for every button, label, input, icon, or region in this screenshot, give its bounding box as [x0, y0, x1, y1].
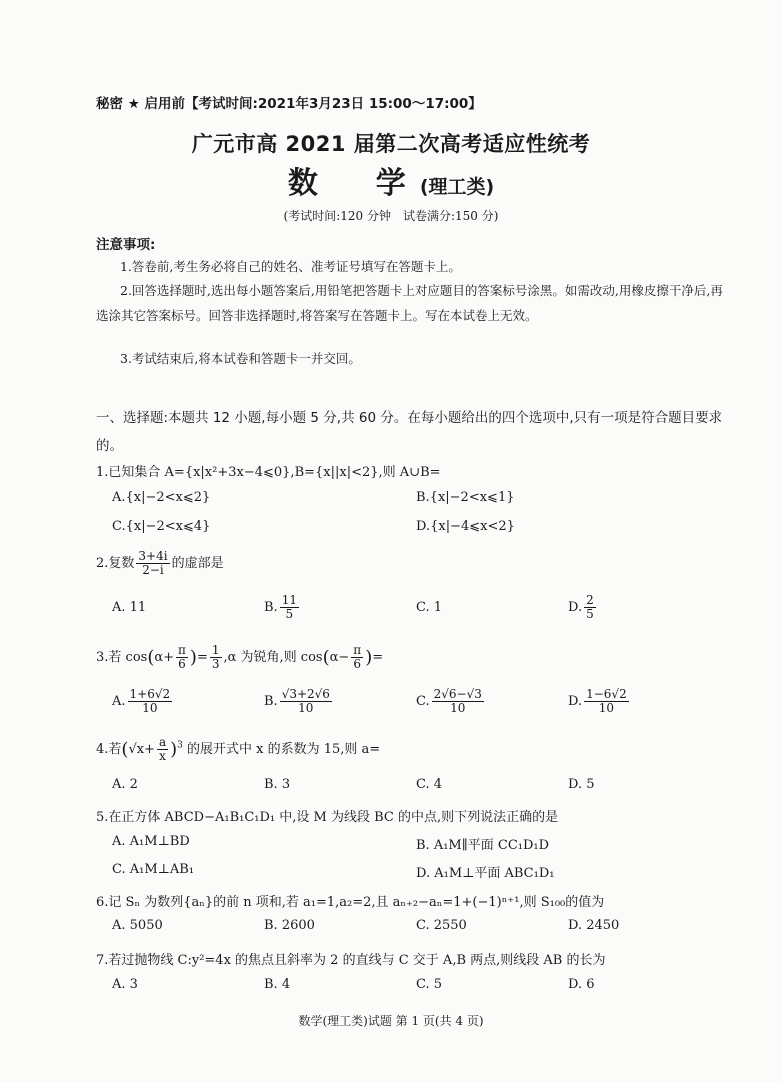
- q3-part: α+: [154, 650, 175, 665]
- q3-paren-open: (: [147, 647, 155, 668]
- question-3-stem: [96, 644, 383, 671]
- question-2-stem: [96, 550, 224, 577]
- question-1-stem: 1.已知集合 A={x|x²+3x−4⩽0},B={x||x|<2},则 A∪B=: [96, 465, 441, 480]
- q1-option-a: A.{x|−2<x⩽2}: [112, 490, 211, 505]
- q3-d-den: 10: [598, 701, 615, 715]
- q4-part: 4.若: [96, 742, 122, 757]
- q2-b-numerator: 11: [281, 593, 297, 607]
- q2-d-denominator: 5: [586, 607, 594, 621]
- q5-option-b: B. A₁M∥平面 CC₁D₁D: [416, 838, 550, 853]
- subject-type: (理工类): [419, 176, 495, 198]
- q3-part: =: [196, 650, 208, 665]
- q4-exponent: 3: [177, 740, 183, 751]
- q2-prefix: 2.复数: [96, 556, 135, 571]
- q7-option-c: C. 5: [416, 977, 443, 992]
- q4-option-a: A. 2: [112, 777, 138, 792]
- q3-d-num: 1−6√2: [586, 687, 627, 701]
- question-7-stem: 7.若过抛物线 C:y²=4x 的焦点且斜率为 2 的直线与 C 交于 A,B 两点,则线段 AB 的长为: [96, 953, 606, 968]
- notice-item: 2.回答选择题时,选出每小题答案后,用铅笔把答题卡上对应题目的答案标号涂黑。如需改动,用橡皮擦干净后,再选涂其它答案标号。回答非选择题时,将答案写在答题卡上。写在本试卷上无效。: [96, 283, 723, 323]
- q6-option-d: D. 2450: [568, 918, 620, 933]
- q3-a-num: 1+6√2: [129, 687, 171, 701]
- confidential-header: 秘密 ★ 启用前【考试时间:2021年3月23日 15:00～17:00】: [96, 96, 482, 112]
- q3-a-fraction: [128, 688, 173, 715]
- q3-a-label: A.: [112, 694, 126, 709]
- q2-d-label: D.: [568, 600, 583, 615]
- q3-pi-fraction: [351, 644, 363, 671]
- subject-name: 数 学: [287, 166, 420, 201]
- q6-option-b: B. 2600: [264, 918, 315, 933]
- question-5-stem: 5.在正方体 ABCD−A₁B₁C₁D₁ 中,设 M 为线段 BC 的中点,则下列说法正确的是: [96, 810, 559, 825]
- q5-option-a: A. A₁M⊥BD: [112, 834, 190, 849]
- section-heading: 一、选择题:本题共 12 小题,每小题 5 分,共 60 分。在每小题给出的四个选项中,只有一项是符合题目要求的。: [96, 410, 723, 454]
- q3-option-d: [568, 688, 631, 715]
- q3-c-den: 10: [450, 701, 466, 715]
- q2-d-numerator: 2: [586, 593, 594, 607]
- q3-option-a: [112, 688, 174, 715]
- q4-num: a: [158, 735, 167, 749]
- q3-d-label: D.: [568, 694, 583, 709]
- q3-paren-close: ): [189, 647, 197, 668]
- q2-option-d: [568, 594, 598, 621]
- q2-option-b: [264, 594, 301, 621]
- q3-pi-num: π: [178, 643, 186, 657]
- q6-option-a: A. 5050: [112, 918, 163, 933]
- q4-fraction: [157, 736, 168, 763]
- q2-option-c: C. 1: [416, 600, 443, 615]
- q1-option-c: C.{x|−2<x⩽4}: [112, 519, 211, 534]
- notice-item: 3.考试结束后,将本试卷和答题卡一并交回。: [120, 351, 361, 366]
- q3-option-b: [264, 688, 334, 715]
- notice-item: 1.答卷前,考生务必将自己的姓名、准考证号填写在答题卡上。: [120, 259, 461, 274]
- q4-part: 的展开式中 x 的系数为 15,则 a=: [187, 742, 381, 757]
- q1-option-d: D.{x|−4⩽x<2}: [416, 519, 515, 534]
- q3-paren-open: (: [322, 647, 330, 668]
- q1-option-b: B.{x|−2<x⩽1}: [416, 490, 515, 505]
- q2-d-fraction: [584, 594, 596, 621]
- page-footer: 数学(理工类)试题 第 1 页(共 4 页): [298, 1014, 484, 1028]
- q3-part: =: [372, 650, 384, 665]
- notice-title: 注意事项:: [96, 237, 156, 253]
- q5-option-c: C. A₁M⊥AB₁: [112, 862, 195, 877]
- q3-pi-fraction: [176, 644, 188, 671]
- q4-option-c: C. 4: [416, 777, 443, 792]
- q3-c-label: C.: [416, 694, 430, 709]
- q3-paren-close: ): [365, 647, 373, 668]
- q3-c-num: 2√6−√3: [433, 687, 482, 701]
- q2-b-denominator: 5: [285, 607, 294, 621]
- q2-b-fraction: [280, 594, 299, 621]
- q3-b-fraction: [280, 688, 332, 715]
- q3-pi-den: 6: [178, 657, 186, 671]
- q4-paren-close: ): [170, 739, 178, 760]
- q3-pi-den: 6: [353, 657, 362, 671]
- q4-den: x: [159, 749, 166, 763]
- q3-value-den: 3: [211, 657, 220, 671]
- q5-option-d: D. A₁M⊥平面 ABC₁D₁: [416, 866, 555, 881]
- subject-title: [0, 158, 782, 202]
- q7-option-a: A. 3: [112, 977, 138, 992]
- q3-pi-num: π: [353, 643, 362, 657]
- q3-b-label: B.: [264, 694, 278, 709]
- q3-b-num: √3+2√6: [281, 687, 330, 701]
- q3-b-den: 10: [298, 701, 314, 715]
- question-4-stem: [96, 736, 380, 763]
- q4-paren-open: (: [121, 739, 129, 760]
- q3-a-den: 10: [142, 701, 158, 715]
- exam-title: 广元市高 2021 届第二次高考适应性统考: [191, 132, 591, 156]
- q2-denominator: 2−i: [142, 563, 164, 577]
- exam-meta: (考试时间:120 分钟 试卷满分:150 分): [283, 209, 499, 223]
- q2-option-a: A. 11: [112, 600, 147, 615]
- q4-option-b: B. 3: [264, 777, 291, 792]
- question-6-stem: 6.记 Sₙ 为数列{aₙ}的前 n 项和,若 a₁=1,a₂=2,且 aₙ₊₂−aₙ=1+(−1)ⁿ⁺¹,则 S₁₀₀的值为: [96, 895, 605, 910]
- q3-part: α−: [329, 650, 350, 665]
- q3-value-num: 1: [211, 643, 220, 657]
- q3-value-fraction: [210, 644, 222, 671]
- q4-option-d: D. 5: [568, 777, 595, 792]
- q2-fraction: [136, 550, 169, 577]
- q2-b-label: B.: [264, 600, 278, 615]
- q7-option-d: D. 6: [568, 977, 595, 992]
- q3-part: 3.若 cos: [96, 650, 148, 665]
- q4-part: √x+: [128, 742, 155, 757]
- q3-c-fraction: [432, 688, 484, 715]
- q7-option-b: B. 4: [264, 977, 291, 992]
- q3-part: ,α 为锐角,则 cos: [223, 650, 323, 665]
- q6-option-c: C. 2550: [416, 918, 467, 933]
- q3-option-c: [416, 688, 486, 715]
- q2-suffix: 的虚部是: [171, 556, 224, 571]
- q2-numerator: 3+4i: [138, 549, 168, 563]
- q3-d-fraction: [584, 688, 629, 715]
